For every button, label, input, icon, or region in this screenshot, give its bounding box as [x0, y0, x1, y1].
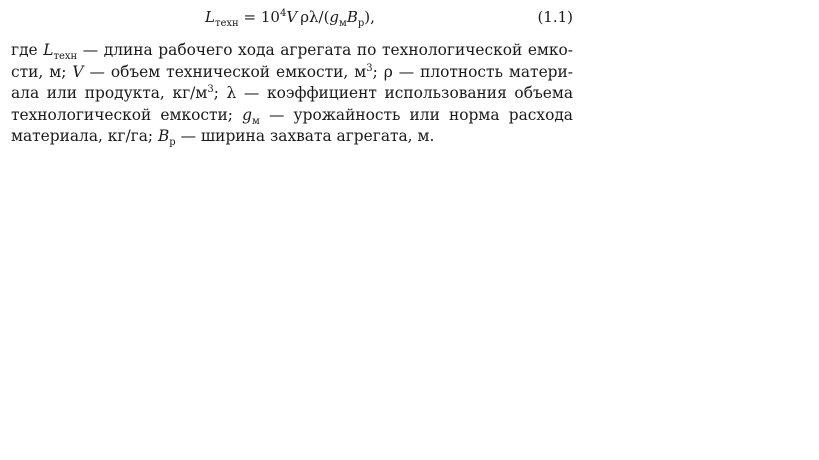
- text-segment: материала, кг/га;: [11, 127, 158, 145]
- symbol-l: L: [43, 41, 54, 59]
- formula-equals: =: [243, 8, 257, 26]
- text-segment: — урожайность или норма расхода: [259, 105, 573, 124]
- formula-slash-paren: /(: [318, 8, 330, 26]
- formula-close: ),: [364, 8, 375, 26]
- formula-coefficient: 10: [260, 8, 280, 26]
- document-page: [11, 6, 573, 148]
- text-line-3: [11, 83, 573, 105]
- formula-lhs-subscript: техн: [214, 18, 239, 29]
- text-line-2: [11, 62, 573, 84]
- text-line-4: [11, 105, 573, 127]
- symbol-b: B: [157, 127, 170, 145]
- text-segment: ; λ — коэффициент использования объема: [213, 84, 574, 102]
- symbol-g-subscript: м: [252, 115, 260, 127]
- text-line-1: [11, 40, 573, 62]
- formula-rho-lambda: ρλ: [300, 8, 319, 26]
- formula-coefficient-exponent: 4: [279, 8, 287, 19]
- text-segment: — объем технической емкости, м: [83, 62, 367, 81]
- text-segment: — длина рабочего хода агрегата по технологической емко-: [77, 41, 573, 59]
- text-segment: сти, м;: [11, 62, 73, 81]
- formula-volume-symbol: V: [286, 8, 298, 26]
- symbol-g: g: [242, 105, 253, 124]
- definitions-paragraph: [11, 40, 573, 148]
- exponent: 3: [207, 83, 214, 95]
- symbol-l-subscript: техн: [53, 51, 78, 63]
- exponent: 3: [366, 62, 373, 74]
- symbol-v: V: [72, 62, 84, 81]
- text-segment: — ширина захвата агрегата, м.: [175, 127, 435, 145]
- formula-g-symbol: g: [329, 8, 340, 26]
- text-segment: ; ρ — плотность матери-: [372, 62, 573, 81]
- formula-b-symbol: B: [346, 8, 358, 26]
- formula-row: [11, 6, 573, 32]
- text-line-5: [11, 126, 573, 148]
- equation-number: (1.1): [537, 8, 573, 26]
- formula: [205, 8, 375, 29]
- formula-lhs-symbol: L: [205, 8, 215, 26]
- text-segment: где: [11, 41, 44, 59]
- text-segment: ала или продукта, кг/м: [11, 84, 208, 102]
- symbol-b-subscript: р: [169, 137, 176, 149]
- formula-g-subscript: м: [339, 18, 347, 29]
- formula-b-subscript: р: [357, 18, 365, 29]
- text-segment: технологической емкости;: [11, 105, 243, 124]
